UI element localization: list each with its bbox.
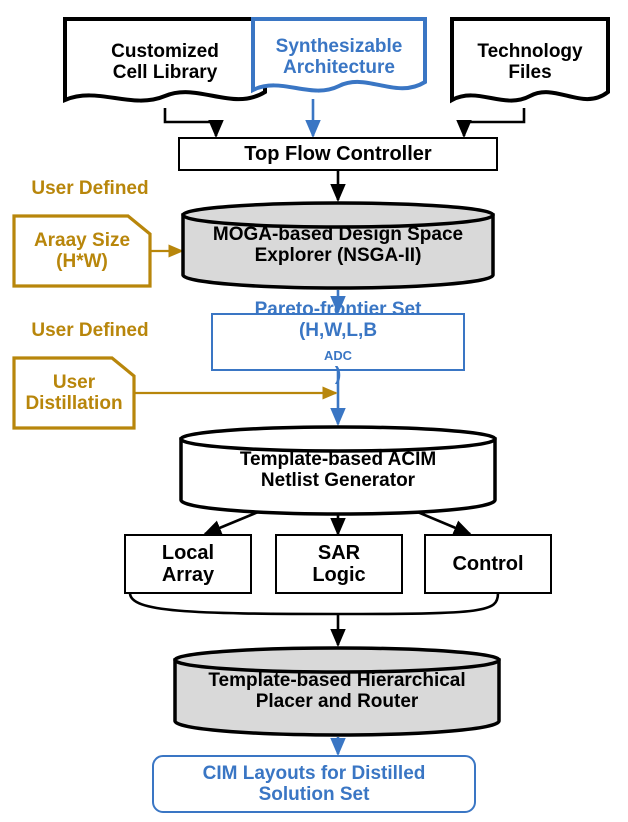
technology-files-line2: Files	[508, 62, 552, 83]
local-array-line2: Array	[161, 564, 215, 586]
node-pareto-frontier-set	[211, 298, 465, 385]
cim-layouts-line2: Solution Set	[258, 784, 370, 805]
placer-line2: Placer and Router	[255, 691, 419, 712]
user-distillation-line1: User	[52, 371, 96, 393]
node-moga-explorer	[180, 200, 496, 290]
array-size-line2: (H*W)	[56, 251, 108, 272]
array-size-line1: Araay Size	[33, 229, 131, 251]
node-customized-cell-library	[62, 16, 268, 108]
moga-line1: MOGA-based Design Space	[212, 223, 464, 245]
node-user-distillation-tag	[12, 356, 136, 430]
node-sar-logic	[275, 534, 403, 594]
top-flow-controller-label: Top Flow Controller	[244, 142, 432, 165]
placer-line1: Template-based Hierarchical	[208, 669, 466, 691]
node-technology-files	[449, 16, 611, 108]
synth-arch-line2: Architecture	[283, 57, 395, 78]
user-distillation-line2: Distillation	[25, 393, 123, 414]
pareto-line2	[299, 320, 377, 385]
control-line1: Control	[452, 552, 524, 575]
synth-arch-line1: Synthesizable	[275, 35, 403, 57]
sar-logic-line1: SAR	[317, 541, 361, 564]
user-defined-array-label: User Defined	[31, 178, 149, 199]
moga-line2: Explorer (NSGA-II)	[254, 245, 422, 266]
sar-logic-line2: Logic	[312, 564, 366, 586]
cell-library-line1: Customized	[111, 40, 219, 62]
node-top-flow-controller	[178, 137, 498, 171]
label-user-defined-array	[10, 178, 170, 199]
node-synthesizable-architecture	[250, 16, 428, 98]
cim-layouts-line1: CIM Layouts for Distilled	[202, 762, 426, 784]
pareto-line2-sub: ADC	[324, 348, 352, 364]
pareto-line2-post: )	[334, 363, 342, 385]
user-defined-distillation-label: User Defined	[31, 320, 149, 341]
pareto-line1: Pareto-frontier Set	[254, 298, 422, 320]
technology-files-line1: Technology	[477, 40, 583, 62]
pareto-line2-pre: (H,W,L,B	[298, 320, 378, 342]
node-placer-router	[172, 645, 502, 737]
node-array-size-tag	[12, 214, 152, 288]
netlist-line1: Template-based ACIM	[239, 448, 437, 470]
cell-library-line2: Cell Library	[112, 62, 218, 83]
node-control	[424, 534, 552, 594]
netlist-line2: Netlist Generator	[260, 470, 416, 491]
node-local-array	[124, 534, 252, 594]
node-cim-layouts	[152, 755, 476, 813]
node-netlist-generator	[178, 424, 498, 516]
label-user-defined-distillation	[10, 320, 170, 341]
local-array-line1: Local	[161, 541, 215, 564]
